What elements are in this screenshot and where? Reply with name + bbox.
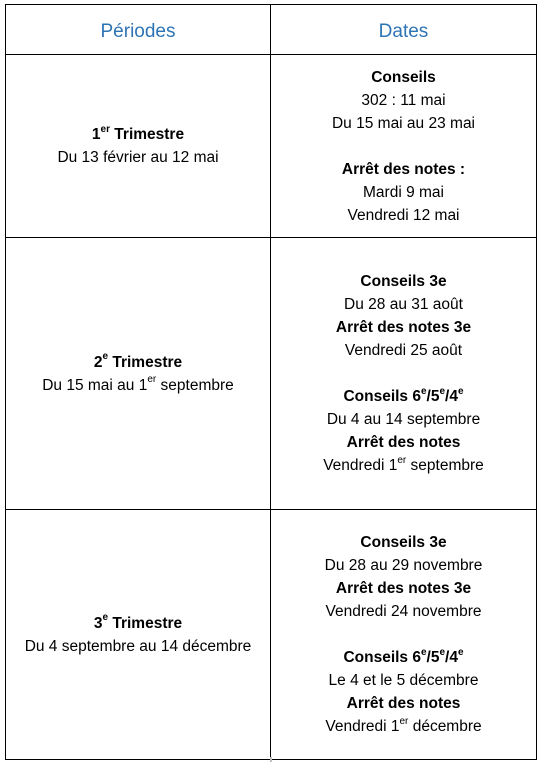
period-cell	[6, 55, 271, 238]
grades-stop-3e-date: Vendredi 25 août	[344, 342, 463, 359]
grades-stop-title: Arrêt des notes :	[341, 160, 466, 178]
grades-stop-3e-title: Arrêt des notes 3e	[335, 580, 472, 597]
councils-3e-title: Conseils 3e	[360, 534, 447, 551]
table-resize-marker	[270, 757, 272, 762]
header-dates: Dates	[271, 5, 537, 55]
period-range: Du 15 mai au 1er septembre	[42, 374, 234, 394]
period-range: Du 13 février au 12 mai	[57, 149, 219, 166]
grades-stop-date: Vendredi 1er septembre	[323, 454, 484, 474]
grades-stop-date: Vendredi 1er décembre	[325, 715, 482, 735]
councils-654-title: Conseils 6e/5e/4e	[343, 385, 464, 405]
header-row	[6, 5, 537, 55]
councils-654-title: Conseils 6e/5e/4e	[343, 646, 464, 666]
councils-3e-range: Du 28 au 31 août	[344, 296, 463, 313]
councils-654-range: Le 4 et le 5 décembre	[328, 672, 479, 689]
dates-cell	[271, 238, 537, 510]
period-title: 3e Trimestre	[93, 612, 183, 632]
grades-stop-title: Arrêt des notes	[346, 695, 461, 712]
councils-3e-title: Conseils 3e	[360, 273, 447, 290]
period-range: Du 4 septembre au 14 décembre	[24, 637, 252, 655]
dates-cell	[271, 55, 537, 238]
period-title: 2e Trimestre	[93, 351, 183, 371]
table-row	[6, 510, 537, 760]
period-title: 1er Trimestre	[91, 123, 185, 143]
period-cell	[6, 238, 271, 510]
grades-stop-line: Mardi 9 mai	[363, 183, 444, 201]
schedule-table	[5, 4, 537, 760]
councils-title: Conseils	[371, 68, 436, 86]
grades-stop-3e-title: Arrêt des notes 3e	[335, 319, 472, 336]
header-periodes: Périodes	[6, 5, 271, 55]
dates-cell	[271, 510, 537, 760]
councils-line: 302 : 11 mai	[361, 91, 446, 109]
councils-654-range: Du 4 au 14 septembre	[326, 411, 481, 428]
grades-stop-line: Vendredi 12 mai	[347, 206, 460, 224]
grades-stop-title: Arrêt des notes	[346, 434, 461, 451]
table-row	[6, 55, 537, 238]
table-row	[6, 238, 537, 510]
grades-stop-3e-date: Vendredi 24 novembre	[325, 603, 482, 620]
councils-line: Du 15 mai au 23 mai	[331, 114, 476, 132]
period-cell	[6, 510, 271, 760]
councils-3e-range: Du 28 au 29 novembre	[324, 557, 483, 574]
